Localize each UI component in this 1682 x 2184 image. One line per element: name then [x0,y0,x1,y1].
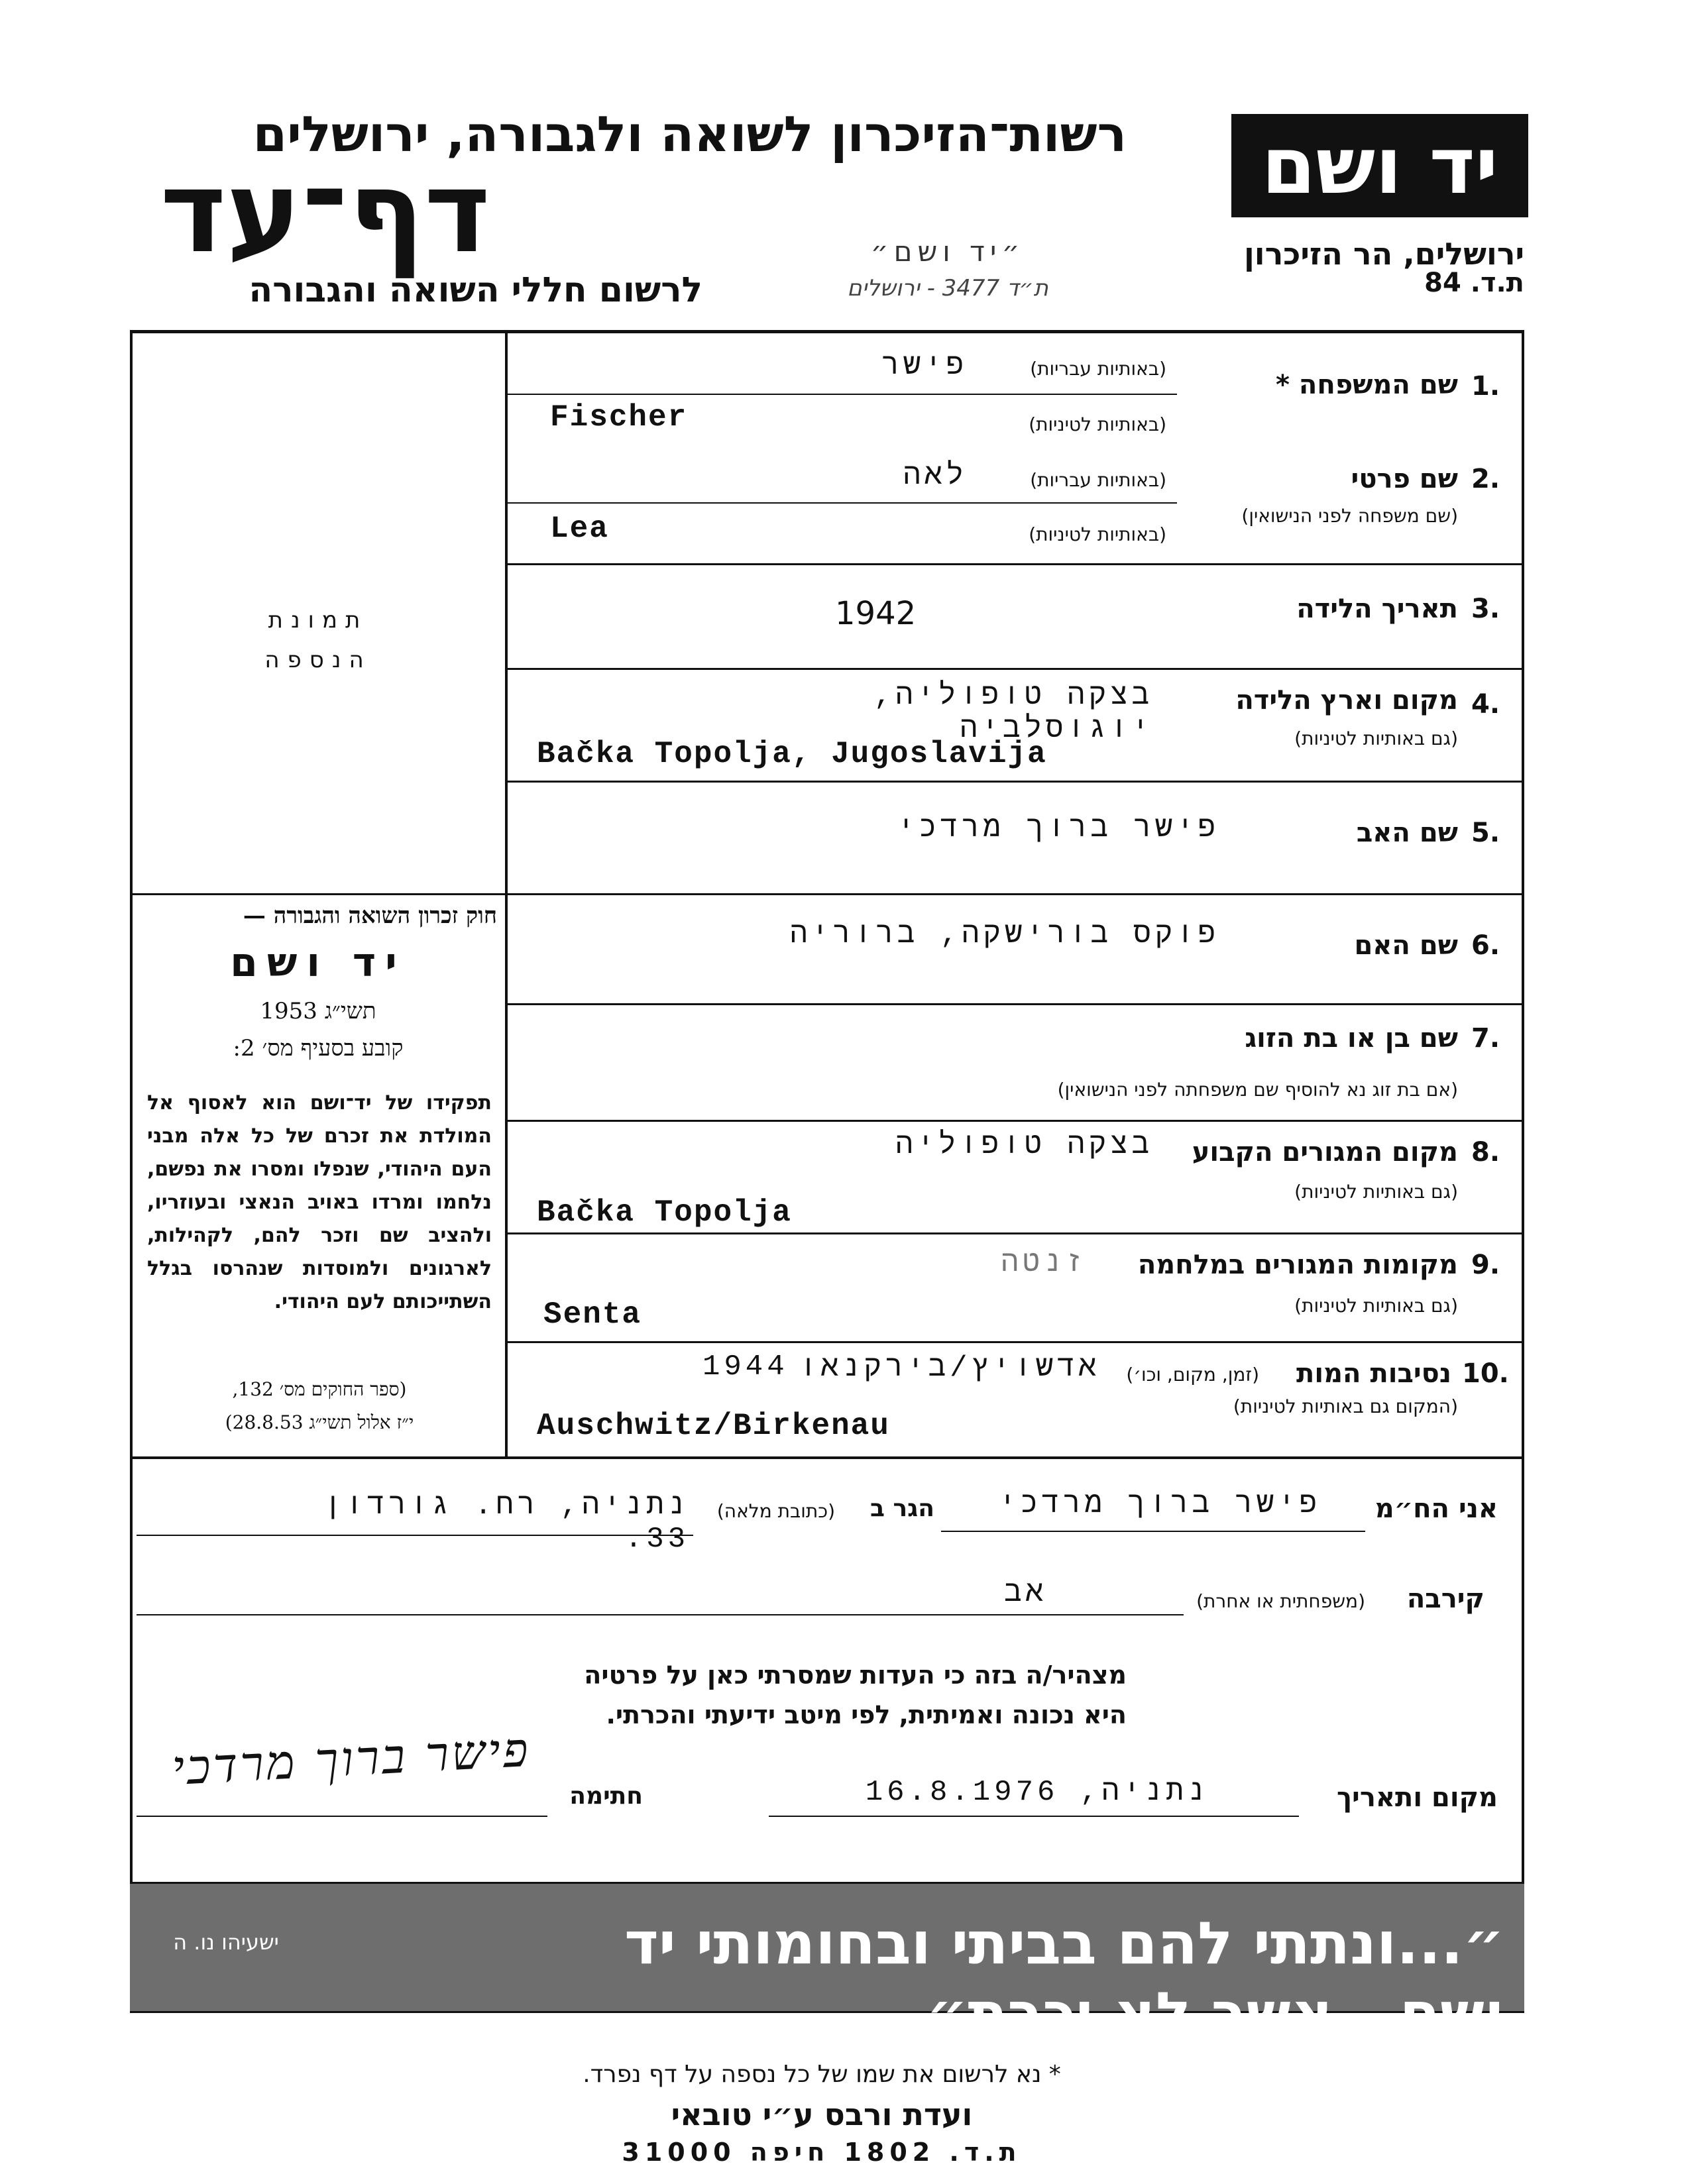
field2-number: 2. [1471,464,1500,494]
law-title: יד ושם [230,940,406,986]
footer-printer: ועדת ורבס ע״י טובאי [671,2097,973,2132]
field10-year[interactable]: 1944 [702,1350,789,1384]
banner-source: ישעיהו נו. ה [173,1930,279,1955]
field1-lat-hint: (באותיות לטיניות) [1029,413,1166,435]
address-hint: (כתובת מלאה) [716,1500,835,1522]
field10-number: 10. [1462,1358,1509,1389]
stamp-line1: ״יד ושם״ [870,235,1025,268]
logo-text: יד ושם [1261,120,1498,211]
field1-lat-value[interactable]: Fischer [550,400,688,435]
field8-label: מקום המגורים הקבוע [1192,1137,1458,1168]
field4-sub: (גם באותיות לטיניות) [1294,728,1458,749]
field6-label: שם האם [1354,930,1458,961]
header-address-line1: ירושלים, הר הזיכרון [1243,236,1524,272]
lives-at-label: הגר ב [870,1495,934,1522]
field6-value[interactable]: פוקס בורישקה, ברוריה [789,918,1219,952]
relation-label: קירבה [1406,1584,1485,1614]
field6-number: 6. [1471,930,1500,961]
field9-sub: (גם באותיות לטיניות) [1294,1295,1458,1317]
field8-heb-value[interactable]: בצקה טופוליה [895,1129,1153,1162]
declarant-address[interactable]: נתניה, רח. גורדון 33. [324,1490,689,1556]
law-ref2: י״ז אלול תשי״ג 28.8.53) [225,1411,414,1433]
field10-hint: (זמן, מקום, וכו׳) [1126,1364,1259,1386]
statement-line2: היא נכונה ואמיתית, לפי מיטב ידיעתי והכרתי. [606,1700,1127,1729]
field9-label: מקומות המגורים במלחמה [1137,1250,1458,1280]
field2-heb-value[interactable]: לאה [903,460,968,493]
field9-lat-value[interactable]: Senta [543,1297,642,1332]
declarant-name[interactable]: פישר ברוך מרדכי [998,1488,1321,1521]
place-date-value[interactable]: נתניה, 16.8.1976 [865,1776,1209,1809]
field4-lat-value[interactable]: Bačka Topolja, Jugoslavija [537,737,1047,771]
field10-lat-value[interactable]: Auschwitz/Birkenau [537,1409,890,1443]
field8-lat-value[interactable]: Bačka Topolja [537,1195,792,1230]
field3-label: תאריך הלידה [1296,594,1458,624]
relation-hint: (משפחתית או אחרת) [1196,1590,1365,1612]
header-address-line2: ת.ד. 84 [1424,268,1524,298]
law-ref1: (ספר החוקים מס׳ 132, [232,1378,407,1400]
field4-label: מקום וארץ הלידה [1235,685,1458,716]
field9-number: 9. [1471,1250,1500,1280]
field2-label: שם פרטי [1351,464,1458,494]
field2-lat-value[interactable]: Lea [550,512,609,546]
field9-heb-value[interactable]: זנטה [1001,1247,1087,1280]
field1-heb-value[interactable]: פישר [881,350,968,383]
field5-label: שם האב [1356,818,1458,848]
field10-heb-value[interactable]: אדשויץ/בירקנאו [799,1352,1100,1385]
field5-number: 5. [1471,818,1500,848]
field10-label: נסיבות המות [1296,1358,1451,1389]
field4-number: 4. [1471,689,1500,720]
authority-name: רשות־הזיכרון לשואה ולגבורה, ירושלים [252,106,1127,163]
field1-label: שם המשפחה * [1276,370,1458,400]
statement-line1: מצהיר/ה בזה כי העדות שמסרתי כאן על פרטיה [584,1661,1127,1690]
field5-value[interactable]: פישר ברוך מרדכי [897,812,1219,846]
relation-value[interactable]: אב [1004,1577,1047,1610]
law-section: קובע בסעיף מס׳ 2: [233,1035,404,1062]
place-date-label: מקום ותאריך [1336,1782,1498,1813]
signature-label: חתימה [569,1782,643,1810]
law-year: תשי״ג 1953 [260,998,376,1024]
law-body: תפקידו של יד־ושם הוא לאסוף אל המולדת את זכרם של כל אלה מבני העם היהודי, שנפלו ומסרו את נפשם, נלחמו ומרדו באויב הנאצי ובעוזריו, ולהציב שם וזכר להם, לקהילות, לארגונים ולמוסדות שנהרסו בגלל השתייכותם לעם היהודי. [147,1091,492,1313]
field8-number: 8. [1471,1137,1500,1168]
logo [1231,114,1528,217]
form-title: דף־עד [160,147,490,278]
field2-sub: (שם משפחה לפני הנישואין) [1241,505,1458,527]
photo-label-line1: תמונת [268,607,368,633]
field3-value[interactable]: 1942 [835,595,917,632]
field3-number: 3. [1471,594,1500,624]
footer-printer-address: ת.ד. 1802 חיפה 31000 [622,2138,1022,2167]
banner-quote: ״...ונתתי להם בביתי ובחומותי יד ושם...אשר לא יכרת״ [624,1909,1504,2048]
photo-label-line2: הנספה [264,647,372,673]
field10-sub: (המקום גם באותיות לטיניות) [1233,1395,1458,1417]
field7-label: שם בן או בת הזוג [1245,1023,1458,1054]
field7-sub: (אם בת זוג נא להוסיף שם משפחתה לפני הנישואין) [1057,1079,1458,1101]
stamp-line2: ת״ד 3477 - ירושלים [847,275,1048,301]
field8-sub: (גם באותיות לטיניות) [1294,1181,1458,1203]
declarant-label: אני הח״מ [1374,1494,1498,1524]
field4-heb-value[interactable]: בצקה טופוליה, יוגוסלביה [873,680,1153,746]
field2-lat-hint: (באותיות לטיניות) [1029,523,1166,545]
signature[interactable]: פישר ברוך מרדכי [170,1721,532,1796]
footer-note: * נא לרשום את שמו של כל נספה על דף נפרד. [583,2061,1061,2088]
field1-heb-hint: (באותיות עבריות) [1030,358,1166,380]
form-subtitle: לרשום חללי השואה והגבורה [249,270,702,310]
field2-heb-hint: (באותיות עבריות) [1030,469,1166,491]
field7-number: 7. [1471,1023,1500,1054]
law-heading: חוק זכרון השואה והגבורה — [243,902,497,929]
field1-number: 1. [1471,371,1500,402]
